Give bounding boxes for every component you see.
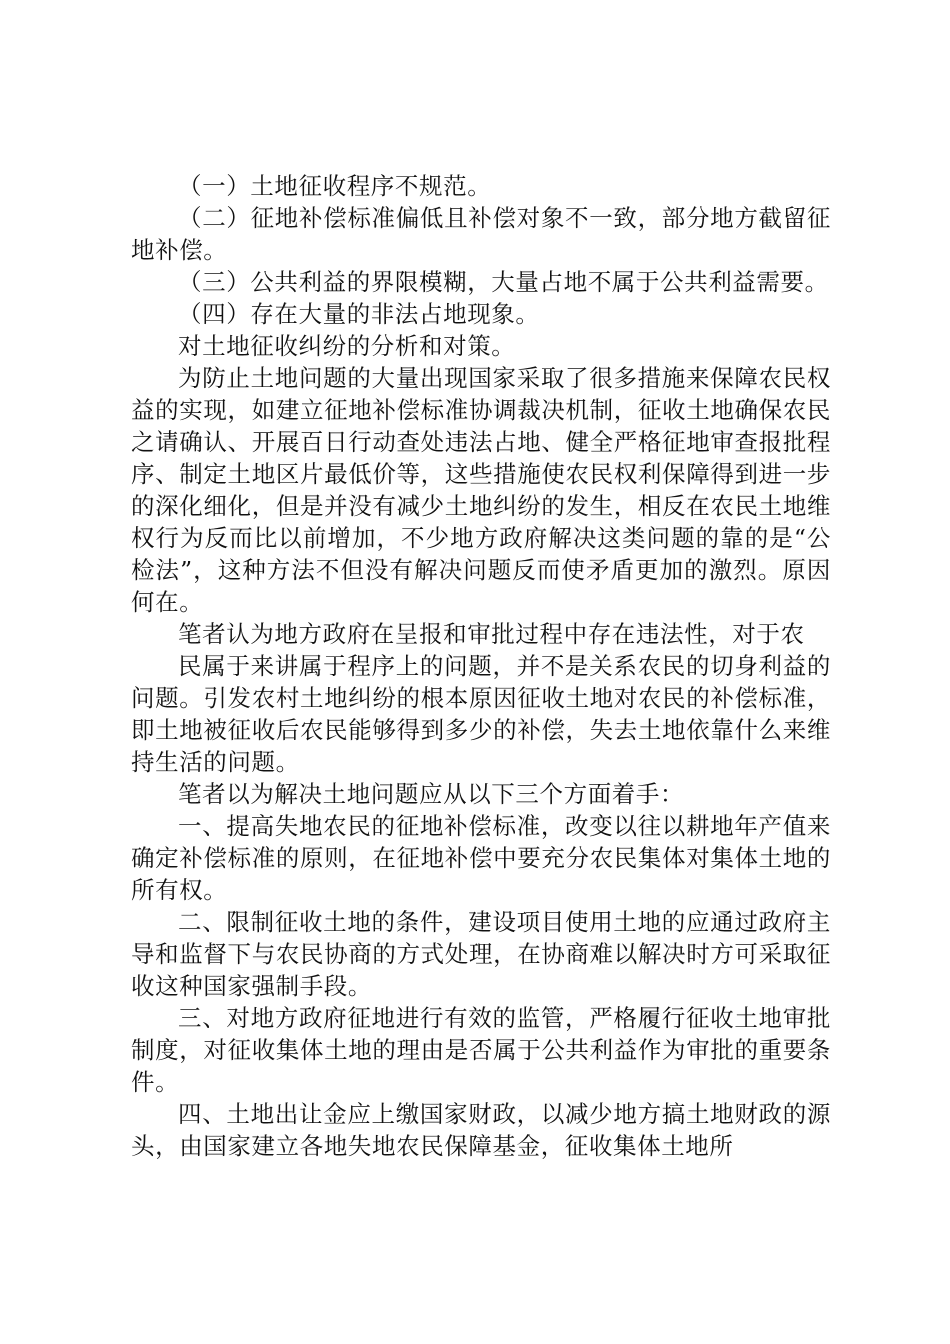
paragraph-1: （一）土地征收程序不规范。 xyxy=(178,172,492,200)
paragraph-4: （四）存在大量的非法占地现象。 xyxy=(178,300,540,328)
paragraph-13: 四、土地出让金应上缴国家财政，以减少地方搞土地财政的源头，由国家建立各地失地农民保障基金，征收集体土地所 xyxy=(131,1100,831,1160)
paragraph-3: （三）公共利益的界限模糊，大量占地不属于公共利益需要。 xyxy=(178,268,829,296)
paragraph-5: 对土地征收纠纷的分析和对策。 xyxy=(178,332,516,360)
document-body xyxy=(131,170,831,1162)
paragraph-9: 笔者以为解决土地问题应从以下三个方面着手： xyxy=(178,780,685,808)
paragraph-7: 笔者认为地方政府在呈报和审批过程中存在违法性，对于农 xyxy=(178,620,805,648)
paragraph-8: 民属于来讲属于程序上的问题，并不是关系农民的切身利益的问题。引发农村土地纠纷的根本原因征收土地对农民的补偿标准，即土地被征收后农民能够得到多少的补偿，失去土地依靠什么来维持生活的问题。 xyxy=(131,652,831,776)
paragraph-10: 一、提高失地农民的征地补偿标准，改变以往以耕地年产值来确定补偿标准的原则，在征地补偿中要充分农民集体对集体土地的所有权。 xyxy=(131,812,831,904)
paragraph-11: 二、限制征收土地的条件，建设项目使用土地的应通过政府主导和监督下与农民协商的方式处理，在协商难以解决时方可采取征收这种国家强制手段。 xyxy=(131,908,831,1000)
paragraph-6: 为防止土地问题的大量出现国家采取了很多措施来保障农民权益的实现，如建立征地补偿标准协调裁决机制，征收土地确保农民之请确认、开展百日行动查处违法占地、健全严格征地审查报批程序、制定土地区片最低价等，这些措施使农民权利保障得到进一步的深化细化，但是并没有减少土地纠纷的发生，相反在农民土地维权行为反而比以前增加，不少地方政府解决这类问题的靠的是“公检法”，这种方法不但没有解决问题反而使矛盾更加的激烈。原因何在。 xyxy=(131,364,831,616)
paragraph-12: 三、对地方政府征地进行有效的监管，严格履行征收土地审批制度，对征收集体土地的理由是否属于公共利益作为审批的重要条件。 xyxy=(131,1004,831,1096)
paragraph-2: （二）征地补偿标准偏低且补偿对象不一致，部分地方截留征地补偿。 xyxy=(131,204,831,264)
